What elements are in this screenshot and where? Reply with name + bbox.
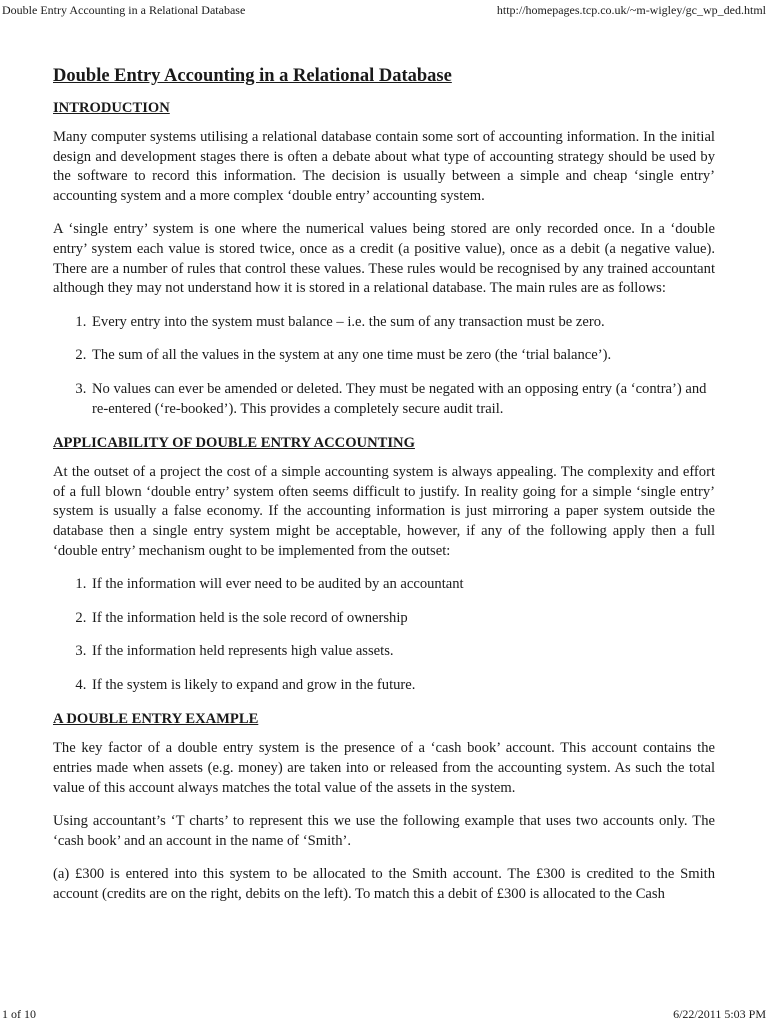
print-datetime: 6/22/2011 5:03 PM [673, 1007, 766, 1021]
document-title: Double Entry Accounting in a Relational Database [53, 66, 452, 86]
rules-list [53, 313, 715, 419]
section-applicability [53, 433, 715, 695]
paragraph: (a) £300 is entered into this system to be allocated to the Smith account. The £300 is credited to the Smith account (credits are on the right, debits on the left). To match this a debit of £300 is allocated to the Cash [53, 866, 715, 903]
document-body [53, 64, 715, 919]
section-example [53, 709, 715, 904]
list-item: 3. If the information held represents high value assets. [90, 642, 715, 662]
paragraph: A ‘single entry’ system is one where the numerical values being stored are only recorded once. In a ‘double entry’ system each value is stored twice, once as a credit (a positive value), once as a debit (a negative value). There are a number of rules that control these values. These rules would be recognised by any trained accountant although they may not understand how it is stored in a relational database. The main rules are as follows: [53, 221, 715, 297]
page-number: 1 of 10 [2, 1007, 36, 1021]
list-item: 1. Every entry into the system must balance – i.e. the sum of any transaction must be zero. [90, 313, 715, 333]
list-item: 2. The sum of all the values in the system at any one time must be zero (the ‘trial balance’). [90, 346, 715, 366]
print-header [0, 2, 768, 18]
section-introduction [53, 98, 715, 419]
paragraph: At the outset of a project the cost of a simple accounting system is always appealing. The complexity and effort of a full blown ‘double entry’ system often seems difficult to justify. In reality going for a simple ‘single entry’ system is usually a false economy. If the accounting information is just mirroring a paper system outside the database then a single entry system might be acceptable, however, if any of the following apply then a full ‘double entry’ mechanism ought to be implemented from the outset: [53, 464, 715, 559]
section-heading: A DOUBLE ENTRY EXAMPLE [53, 711, 259, 728]
paragraph: Using accountant’s ‘T charts’ to represent this we use the following example that uses two accounts only. The ‘cash book’ and an account in the name of ‘Smith’. [53, 813, 715, 849]
print-header-url: http://homepages.tcp.co.uk/~m-wigley/gc_wp_ded.html [496, 3, 766, 17]
print-footer [0, 1006, 768, 1022]
section-heading: INTRODUCTION [53, 100, 170, 116]
print-header-title: Double Entry Accounting in a Relational Database [2, 3, 246, 17]
list-item: 2. If the information held is the sole record of ownership [90, 609, 715, 629]
section-heading: APPLICABILITY OF DOUBLE ENTRY ACCOUNTING [53, 435, 415, 452]
list-item: 4. If the system is likely to expand and grow in the future. [90, 676, 715, 696]
list-item: 1. If the information will ever need to be audited by an accountant [90, 575, 715, 595]
paragraph: Many computer systems utilising a relational database contain some sort of accounting information. In the initial design and development stages there is often a debate about what type of accounting strategy should be used by the software to record this information. The decision is usually between a simple and cheap ‘single entry’ accounting system and a more complex ‘double entry’ accounting system. [53, 129, 715, 204]
paragraph: The key factor of a double entry system is the presence of a ‘cash book’ account. This account contains the entries made when assets (e.g. money) are taken into or released from the accounting system. As such the total value of this account always matches the total value of the assets in the system. [53, 740, 715, 796]
conditions-list [53, 575, 715, 695]
list-item: 3. No values can ever be amended or deleted. They must be negated with an opposing entry (a ‘contra’) and re-entered (‘re-booked’). This provides a completely secure audit trail. [90, 380, 715, 419]
